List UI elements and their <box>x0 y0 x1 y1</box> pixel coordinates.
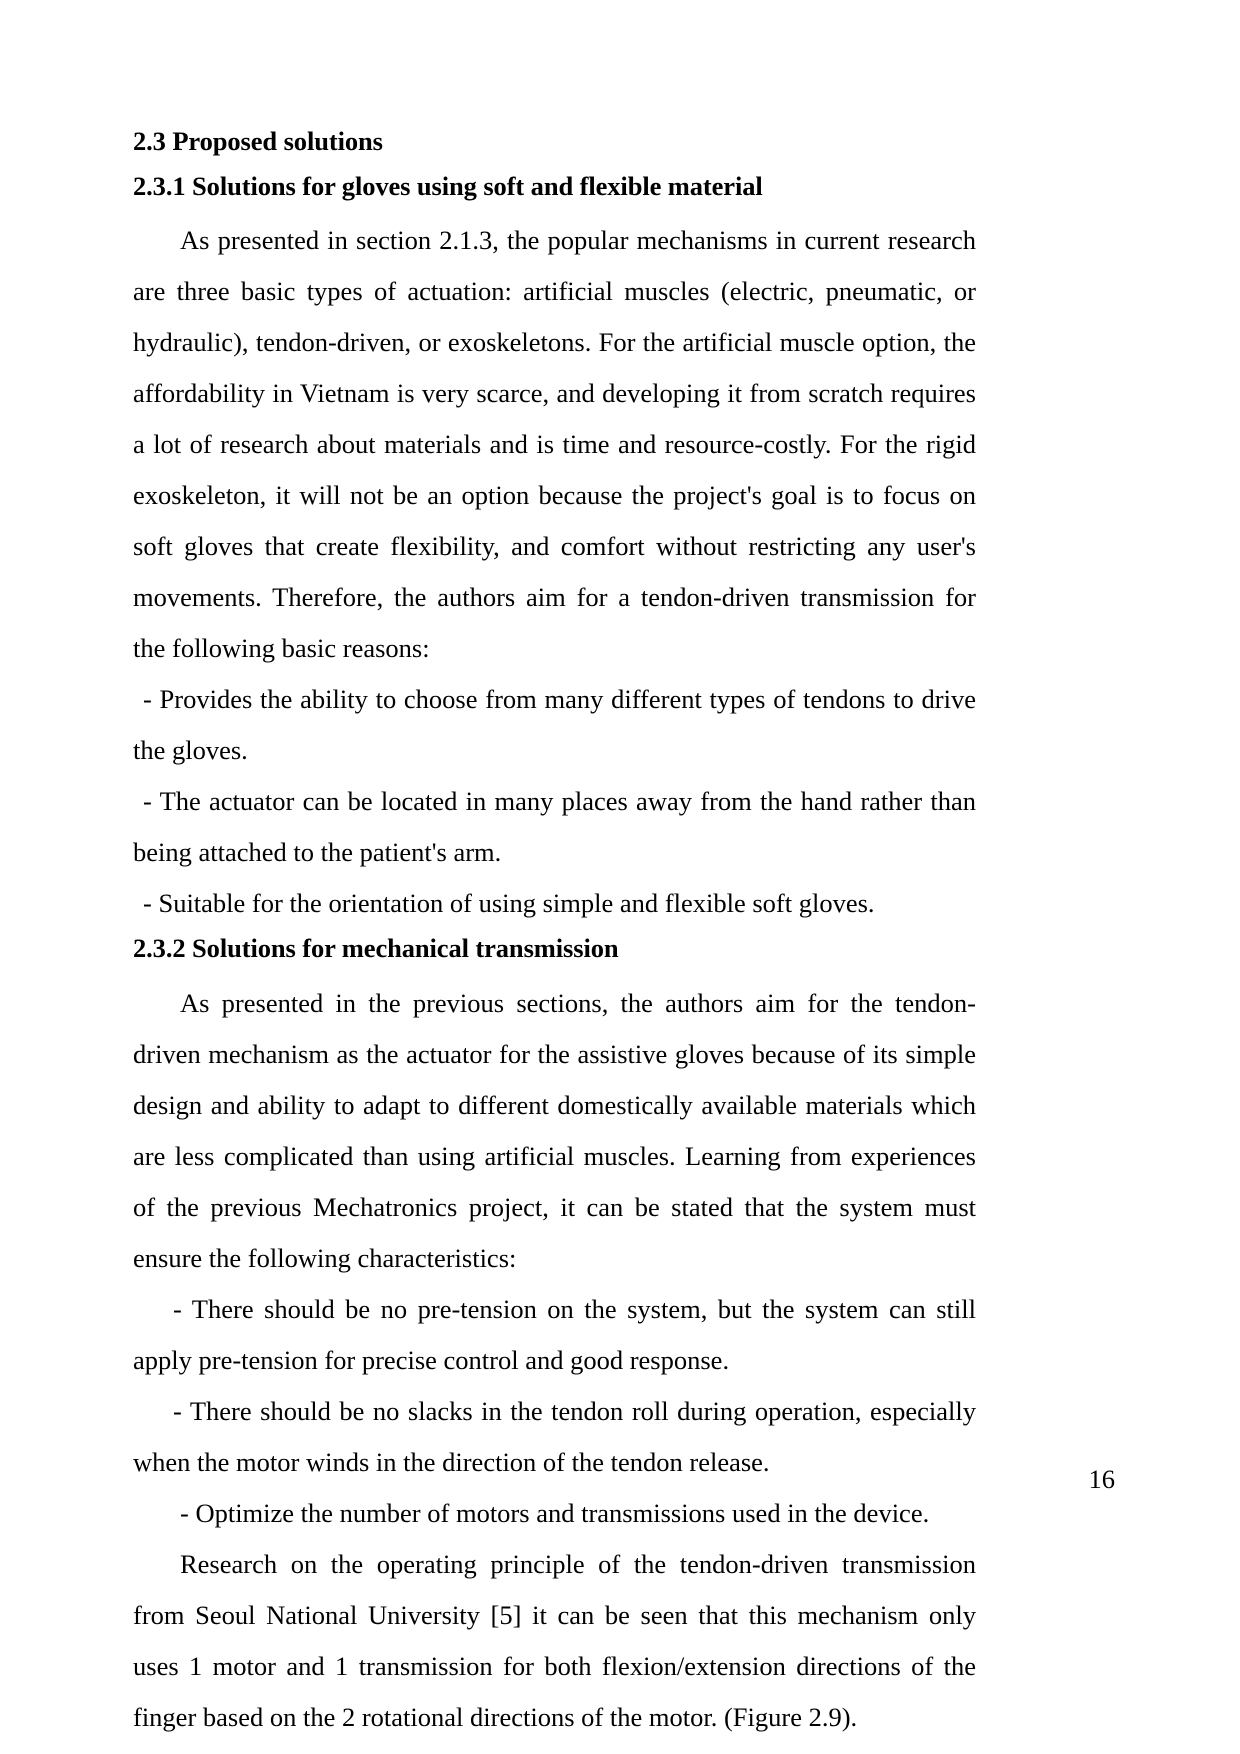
bullet-2-3-2-1: - There should be no pre-tension on the system, but the system can still apply pre-tension for precise control and good response. <box>133 1293 976 1375</box>
bullet-2-3-2-3: - Optimize the number of motors and transmissions used in the device. <box>180 1497 930 1528</box>
heading-2-3-2: 2.3.2 Solutions for mechanical transmission <box>133 933 619 963</box>
page-content <box>133 128 976 1743</box>
bullet-2-3-1-2: - The actuator can be located in many places away from the hand rather than being attached to the patient's arm. <box>133 786 976 867</box>
heading-2-3-1: 2.3.1 Solutions for gloves using soft and flexible material <box>133 170 763 201</box>
page-number: 16 <box>1088 1464 1115 1494</box>
bullet-2-3-2-2: - There should be no slacks in the tendon roll during operation, especially when the motor winds in the direction of the tendon release. <box>133 1395 976 1477</box>
bullet-2-3-1-1: - Provides the ability to choose from many different types of tendons to drive the gloves. <box>133 684 976 765</box>
paragraph-2-3-2-closing: Research on the operating principle of the tendon-driven transmission from Seoul National University [5] it can be seen that this mechanism only uses 1 motor and 1 transmission for both flexion/extension directions of the finger based on the 2 rotational directions of the motor. (Figure 2.9). <box>133 1548 976 1732</box>
bullet-2-3-1-3: - Suitable for the orientation of using simple and flexible soft gloves. <box>143 888 875 918</box>
heading-2-3: 2.3 Proposed solutions <box>133 126 383 156</box>
paragraph-2-3-2-intro: As presented in the previous sections, the authors aim for the tendon-driven mechanism as the actuator for the assistive gloves because of its simple design and ability to adapt to different domestically available materials which are less complicated than using artificial muscles. Learning from experiences of the previous Mechatronics project, it can be stated that the system must ensure the following characteristics: <box>133 987 976 1273</box>
paragraph-2-3-1-intro: As presented in section 2.1.3, the popular mechanisms in current research are three basic types of actuation: artificial muscles (electric, pneumatic, or hydraulic), tendon-driven, or exoskeletons. For the artificial muscle option, the affordability in Vietnam is very scarce, and developing it from scratch requires a lot of research about materials and is time and resource-costly. For the rigid exoskeleton, it will not be an option because the project's goal is to focus on soft gloves that create flexibility, and comfort without restricting any user's movements. Therefore, the authors aim for a tendon-driven transmission for the following basic reasons: <box>133 225 976 663</box>
